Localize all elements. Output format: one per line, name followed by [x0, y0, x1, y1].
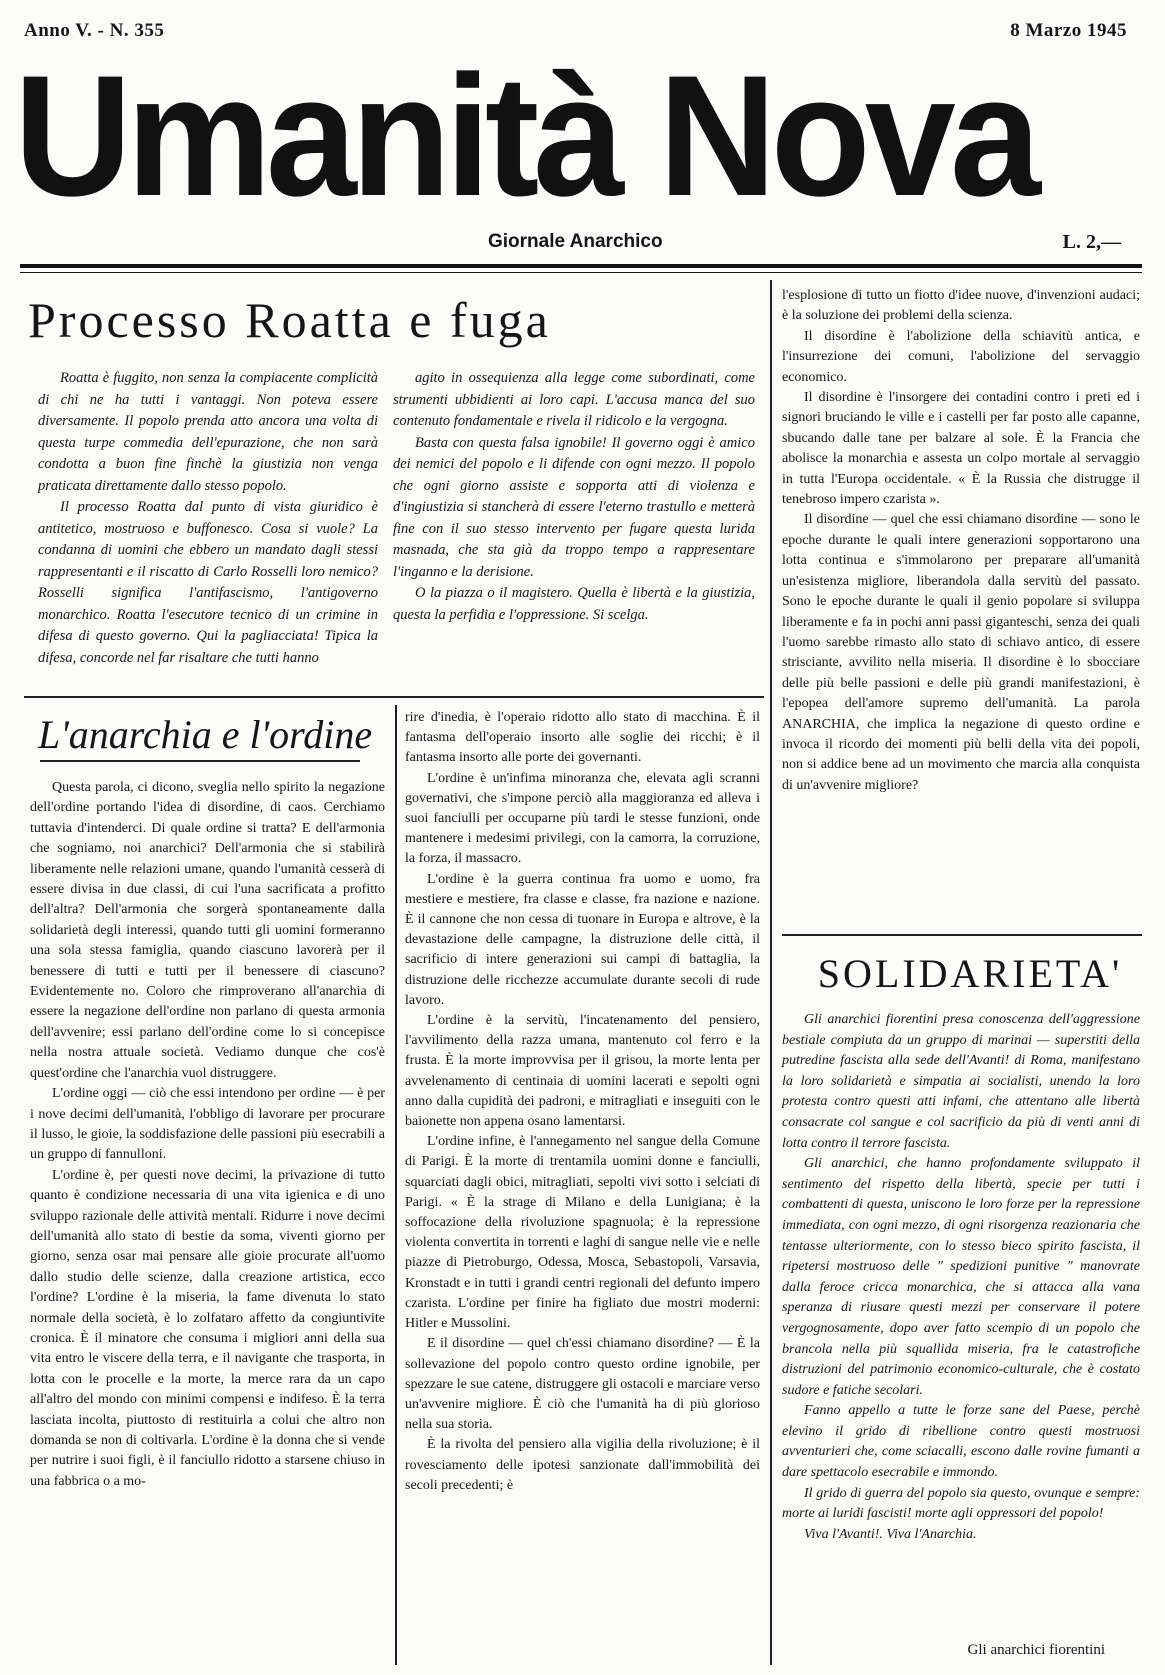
- masthead-rule: [20, 264, 1142, 268]
- section-divider: [24, 696, 764, 698]
- anarchia-paragraph: E il disordine — quel ch'essi chiamano disordine? — È la sollevazione del popolo contro questo ordine ignobile, per spezzare le sue catene, distruggere gli ostacoli e marciare verso un'avvenire migliore. È ciò che l'umanità ha di più glorioso nella sua storia.: [405, 1336, 760, 1433]
- processo-paragraph: Roatta è fuggito, non senza la compiacente complicità di chi ne ha tutti i vantaggi. Non poteva essere diversamente. Il popolo prenda atto ancora una volta di questa turpe commedia dell'epurazione, che non sarà condotta a buon fine finchè la giustizia non venga praticata direttamente dallo stesso popolo.: [38, 370, 378, 494]
- solidarieta-paragraph: Gli anarchici, che hanno profondamente sviluppato il sentimento del rispetto della libertà, specie per tutti i combattenti di questa, uniscono le loro forze per la repressione immediata, con ogni mezzo, di ogni risorgenza reazionaria che tentasse ulteriormente, con lo stesso bieco spirito fascista, il ripetersi mostruoso delle " spedizioni punitive " manovrate dalla feroce cricca monarchica, che si attacca alla vana speranza di riusare questi mezzi per conservare il potere vergognosamente, dopo aver fatto scempio di un popolo che brancola nella più squallida miseria, fra le catastrofiche distruzioni del patrimonio economico-culturale, che è costato sudore e fatiche secolari.: [782, 1156, 1140, 1398]
- column-divider: [770, 280, 772, 1665]
- anarchia-column-2: [405, 708, 760, 1496]
- anarchia-paragraph: L'ordine è, per questi nove decimi, la privazione di tutto quanto è condizione necessaria di una vita igienica e di uno sviluppo razionale delle attività mentali. Ridurre i nove decimi dell'umanità allo stato di bestie da soma, viventi giorno per giorno, senza osar mai pensare alle gioie procurate all'uomo dallo studio delle scienze, dalla creazione artistica, ecco l'ordine? L'ordine è la miseria, la fame divenuta lo stato normale della società, è lo zolfataro affetto da congiuntivite cronica. È il minatore che consuma i migliori anni della sua vita entro le viscere della terra, e il navigante che trasporta, in lotta con le procelle e la morte, la merce rara da un capo all'altro del mondo con minimi compensi e indifeso. È la terra lasciata incolta, piuttosto di restituirla a colui che altro non domanda se non di coltivarla. L'ordine è la donna che si vende per nutrire i suoi figli, è il fanciullo ridotto a starsene chiuso in una fabbrica o a mo-: [30, 1167, 385, 1489]
- anarchia-column-1: [30, 778, 385, 1492]
- headline-underline: [40, 760, 360, 762]
- anarchia-paragraph: L'ordine infine, è l'annegamento nel sangue della Comune di Parigi. È la morte di trentamila uomini donne e fanciulli, squarciati dagli obici, mitragliati, sepolti vivi sotto i selciati di Parigi. « È la strage di Milano e della Lunigiana; è la soffocazione della rivoluzione spagnuola; è la repressione violenta convertita in torrenti e laghi di sangue nelle vie e nelle piazze di Pietroburgo, Odessa, Mosca, Sebastopoli, Varsavia, Kronstadt e in tutti i grandi centri regionali del defunto impero czarista. L'ordine per finire ha figliato due mostri moderni: Hitler e Mussolini.: [405, 1134, 760, 1332]
- anarchia-paragraph: L'ordine è un'infima minoranza che, elevata agli scranni governativi, che s'impone perciò alla maggioranza ed alleva i suoi fanciulli per occuparne più tardi le stesse funzioni, onde mantenere i medesimi privilegi, con la camorra, la corruzione, la forza, il massacro.: [405, 770, 760, 867]
- processo-paragraph: O la piazza o il magistero. Quella è libertà e la giustizia, questa la perfidia e l'oppressione. Si scelga.: [393, 585, 755, 623]
- anarchia-headline: L'anarchia e l'ordine: [38, 712, 373, 757]
- processo-headline: Processo Roatta e fuga: [28, 292, 551, 348]
- solidarieta-signature: Gli anarchici fiorentini: [967, 1642, 1105, 1658]
- price: L. 2,—: [1062, 231, 1121, 253]
- anarchia-paragraph: L'ordine oggi — ciò che essi intendono per ordine — è per i nove decimi dell'umanità, l'obbligo di lavorare per procurare il lusso, le gioie, la soddisfazione delle passioni più esecrabili a un gruppo di fannulloni.: [30, 1086, 385, 1163]
- solidarieta-paragraph: Il grido di guerra del popolo sia questo, ovunque e sempre: morte ai luridi fascisti! morte agli oppressori del popolo!: [782, 1485, 1140, 1522]
- solidarieta-column: [782, 1010, 1140, 1545]
- solidarieta-paragraph: Fanno appello a tutte le forze sane del Paese, perchè elevino il grido di ribellione contro questi mostruosi avventurieri che, come sciacalli, escono dalle rovine fumanti a dare spettacolo esecrabile e immondo.: [782, 1403, 1140, 1481]
- section-divider: [782, 934, 1142, 936]
- anarchia-paragraph: Il disordine — quel che essi chiamano disordine — sono le epoche durante le quali intere generazioni sopportarono una lotta continua e s'immolarono per preparare all'umanità un'esistenza migliore, liberandola dalla servitù del passato. Sono le epoche durante le quali il genio popolare si sviluppa liberamente e fa in pochi anni passi giganteschi, senza dei quali l'uomo sarebbe rimasto allo stato di schiavo antico, di essere strisciante, avvilito nella miseria. Il disordine è lo sbocciare delle più belle passioni e delle più grandi manifestazioni, è l'epopea dell'amore supremo dell'umanità. La parola ANARCHIA, che implica la negazione di questo ordine e invoca il ricordo dei momenti più belli della vita dei popoli, non si addice bene ad un movimento che marcia alla conquista di un'avvenire migliore?: [782, 512, 1140, 793]
- processo-paragraph: Il processo Roatta dal punto di vista giuridico è antitetico, mostruoso e buffonesco. Cosa si vuole? La condanna di uomini che ebbero un mandato dagli stessi rappresentanti e il riscatto di Carlo Rosselli loro nemico? Rosselli significa l'antifascismo, l'antigoverno monarchico. Roatta l'esecutore tecnico di un crimine in difesa di questo governo. Qui la pagliacciata! Tipica la difesa, concorde nel far risaltare che tutti hanno: [38, 499, 378, 666]
- solidarieta-headline: SOLIDARIETA': [817, 951, 1123, 996]
- anarchia-paragraph: rire d'inedia, è l'operaio ridotto allo stato di macchina. È il fantasma dell'operaio insorto alle soglie dei ricchi; è il fantasma insorto alle porte dei governanti.: [405, 710, 760, 766]
- anarchia-paragraph: Il disordine è l'insorgere dei contadini contro i preti ed i signori bruciando le ville e i castelli per far posto alle capanne, sbucando dalle tane per balzare al sole. È la Francia che abolisce la monarchia e assesta un colpo mortale al servaggio in tutta l'Europa occidentale. « È la Russia che distrugge il tenebroso impero czarista ».: [782, 390, 1140, 508]
- anarchia-paragraph: Il disordine è l'abolizione della schiavitù antica, e l'insurrezione dei comuni, l'abolizione del servaggio economico.: [782, 328, 1140, 385]
- anarchia-paragraph: l'esplosione di tutto un fiotto d'idee nuove, d'invenzioni audaci; è la soluzione dei problemi della scienza.: [782, 288, 1140, 324]
- solidarieta-paragraph: Gli anarchici fiorentini presa conoscenza dell'aggressione bestiale compiuta da un gruppo di marinai — superstiti della putredine fascista alla sede dell'Avanti! di Roma, manifestano la loro solidarietà e simpatia ai socialisti, unendo la loro protesta contro questi atti infami, che attentano alle libertà consacrate col sangue e col sacrificio da più di venti anni di lotta contro il terrore fascista.: [782, 1012, 1140, 1151]
- processo-column-1: [38, 368, 378, 669]
- masthead-subtitle: Giornale Anarchico: [488, 231, 663, 252]
- anarchia-paragraph: È la rivolta del pensiero alla vigilia della rivoluzione; è il rovesciamento delle ipotesi sanzionate dall'immobilità dei secoli precedenti; è: [405, 1437, 760, 1493]
- processo-paragraph: agito in ossequienza alla legge come subordinati, come strumenti ubbidienti ai loro capi. L'accusa manca del suo contenuto fondamentale e rivela il ridicolo e la vergogna.: [393, 370, 755, 429]
- masthead-title: Umanità Nova: [14, 40, 1036, 232]
- processo-paragraph: Basta con questa falsa ignobile! Il governo oggi è amico dei nemici del popolo e li difende con ogni mezzo. Il popolo che ogni giorno assiste e sopporta atti di violenza e d'ingiustizia si stancherà di essere l'eterno trastullo e metterà fine con il suo stesso intervento per fugare questa lurida masnada, che sta già da troppo tempo a rappresentare l'inganno e la derisione.: [393, 434, 755, 580]
- anarchia-paragraph: L'ordine è la servitù, l'incatenamento del pensiero, l'avvilimento della razza umana, mantenuto col ferro e la frusta. È la morte improvvisa per il grisou, la morte lenta per avvelenamento di centinaia di uomini lacerati e sepolti ogni anno dalla cupidità dei padroni, e mitragliati e inseguiti con le baionette non appena osano lamentarsi.: [405, 1013, 760, 1130]
- column-divider: [395, 705, 397, 1665]
- issue-date: 8 Marzo 1945: [1010, 20, 1127, 41]
- anarchia-column-3: [782, 286, 1140, 796]
- issue-number: Anno V. - N. 355: [24, 20, 165, 41]
- solidarieta-paragraph: Viva l'Avanti!. Viva l'Anarchia.: [804, 1526, 977, 1542]
- masthead-rule-thin: [20, 272, 1142, 273]
- anarchia-paragraph: L'ordine è la guerra continua fra uomo e uomo, fra mestiere e mestiere, fra classe e classe, fra nazione e nazione. È il cannone che non cessa di tuonare in Europa e altrove, è la devastazione delle campagne, la distruzione delle città, il sacrificio di intere generazioni sui campi di battaglia, la distruzione delle ricchezze accumulate durante secoli di rude lavoro.: [405, 871, 760, 1008]
- processo-column-2: [393, 368, 755, 626]
- anarchia-paragraph: Questa parola, ci dicono, sveglia nello spirito la negazione dell'ordine portando l'idea di disordine, di caos. Cerchiamo tuttavia d'intenderci. Di quale ordine si tratta? E dell'armonia che sogniamo, noi anarchici? Dell'armonia che si stabilirà liberamente nelle relazioni umane, quando l'umanità cesserà di essere divisa in due classi, di cui l'una sacrificata a profitto dell'altra? Dell'armonia che sorgerà spontaneamente dalla solidarietà degli interessi, quando tutti gli uomini formeranno una sola stessa famiglia, quando ciascuno lavorerà per il benessere di tutti e tutti per il benessere di ciascuno? Evidentemente no. Coloro che rimproverano all'anarchia di essere la negazione dell'ordine non parlano di questa armonia dell'avvenire; essi parlano dell'ordine come lo si concepisce nella nostra attuale società. Vediamo dunque che cos'è quest'ordine che l'anarchia vuol distruggere.: [30, 780, 385, 1081]
